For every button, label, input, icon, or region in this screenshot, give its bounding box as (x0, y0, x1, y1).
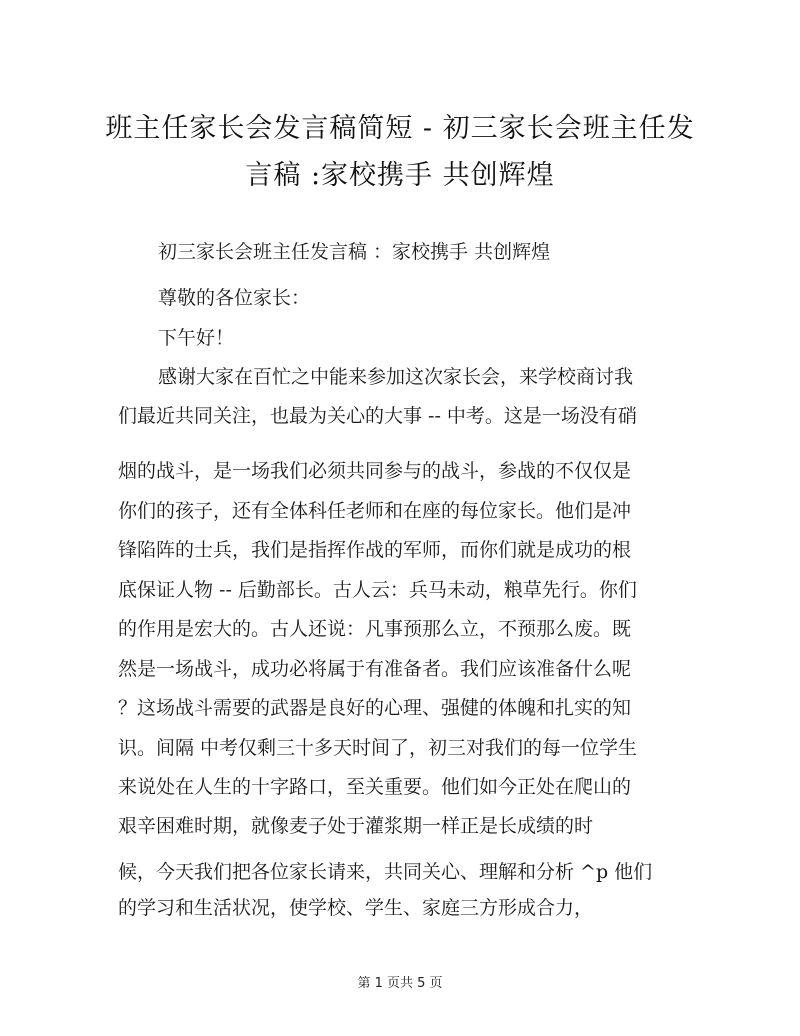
document-title-line-1: 班主任家长会发言稿简短 - 初三家长会班主任发 (105, 113, 695, 144)
body-line: 来说处在人生的十字路口，至关重要。他们如今正处在爬山的 (118, 776, 632, 798)
body-line: ？这场战斗需要的武器是良好的心理、强健的体魄和扎实的知 (118, 697, 632, 719)
body-line: 底保证人物 -- 后勤部长。古人云：兵马未动，粮草先行。你们 (118, 579, 637, 601)
document-subtitle: 初三家长会班主任发言稿 ：家校携手 共创辉煌 (158, 241, 551, 263)
body-line: 的学习和生活状况，使学校、学生、家庭三方形成合力， (118, 897, 594, 919)
salutation: 尊敬的各位家长： (158, 287, 311, 309)
page-number-footer: 第 1 页共 5 页 (357, 976, 443, 991)
body-line: 的作用是宏大的。古人还说：凡事预那么立，不预那么废。既 (118, 618, 632, 640)
body-line: 候，今天我们把各位家长请来，共同关心、理解和分析 ^p 他们 (118, 861, 653, 883)
body-line: 识。间隔 中考仅剩三十多天时间了，初三对我们的每一位学生 (118, 737, 638, 759)
body-line: 然是一场战斗，成功必将属于有准备者。我们应该准备什么呢 (118, 658, 632, 680)
body-line: 锋陷阵的士兵，我们是指挥作战的军师，而你们就是成功的根 (118, 539, 632, 561)
body-line: 们最近共同关注，也最为关心的大事 -- 中考。这是一场没有硝 (118, 405, 637, 427)
body-line: 你们的孩子，还有全体科任老师和在座的每位家长。他们是冲 (118, 500, 632, 522)
body-line: 艰辛困难时期，就像麦子处于灌浆期一样正是长成绩的时 (118, 815, 594, 837)
body-line: 烟的战斗，是一场我们必须共同参与的战斗，参战的不仅仅是 (118, 460, 632, 482)
body-line: 感谢大家在百忙之中能来参加这次家长会，来学校商讨我 (158, 366, 634, 388)
document-title-line-2: 言稿 :家校携手 共创辉煌 (245, 160, 555, 191)
greeting: 下午好！ (158, 327, 235, 349)
